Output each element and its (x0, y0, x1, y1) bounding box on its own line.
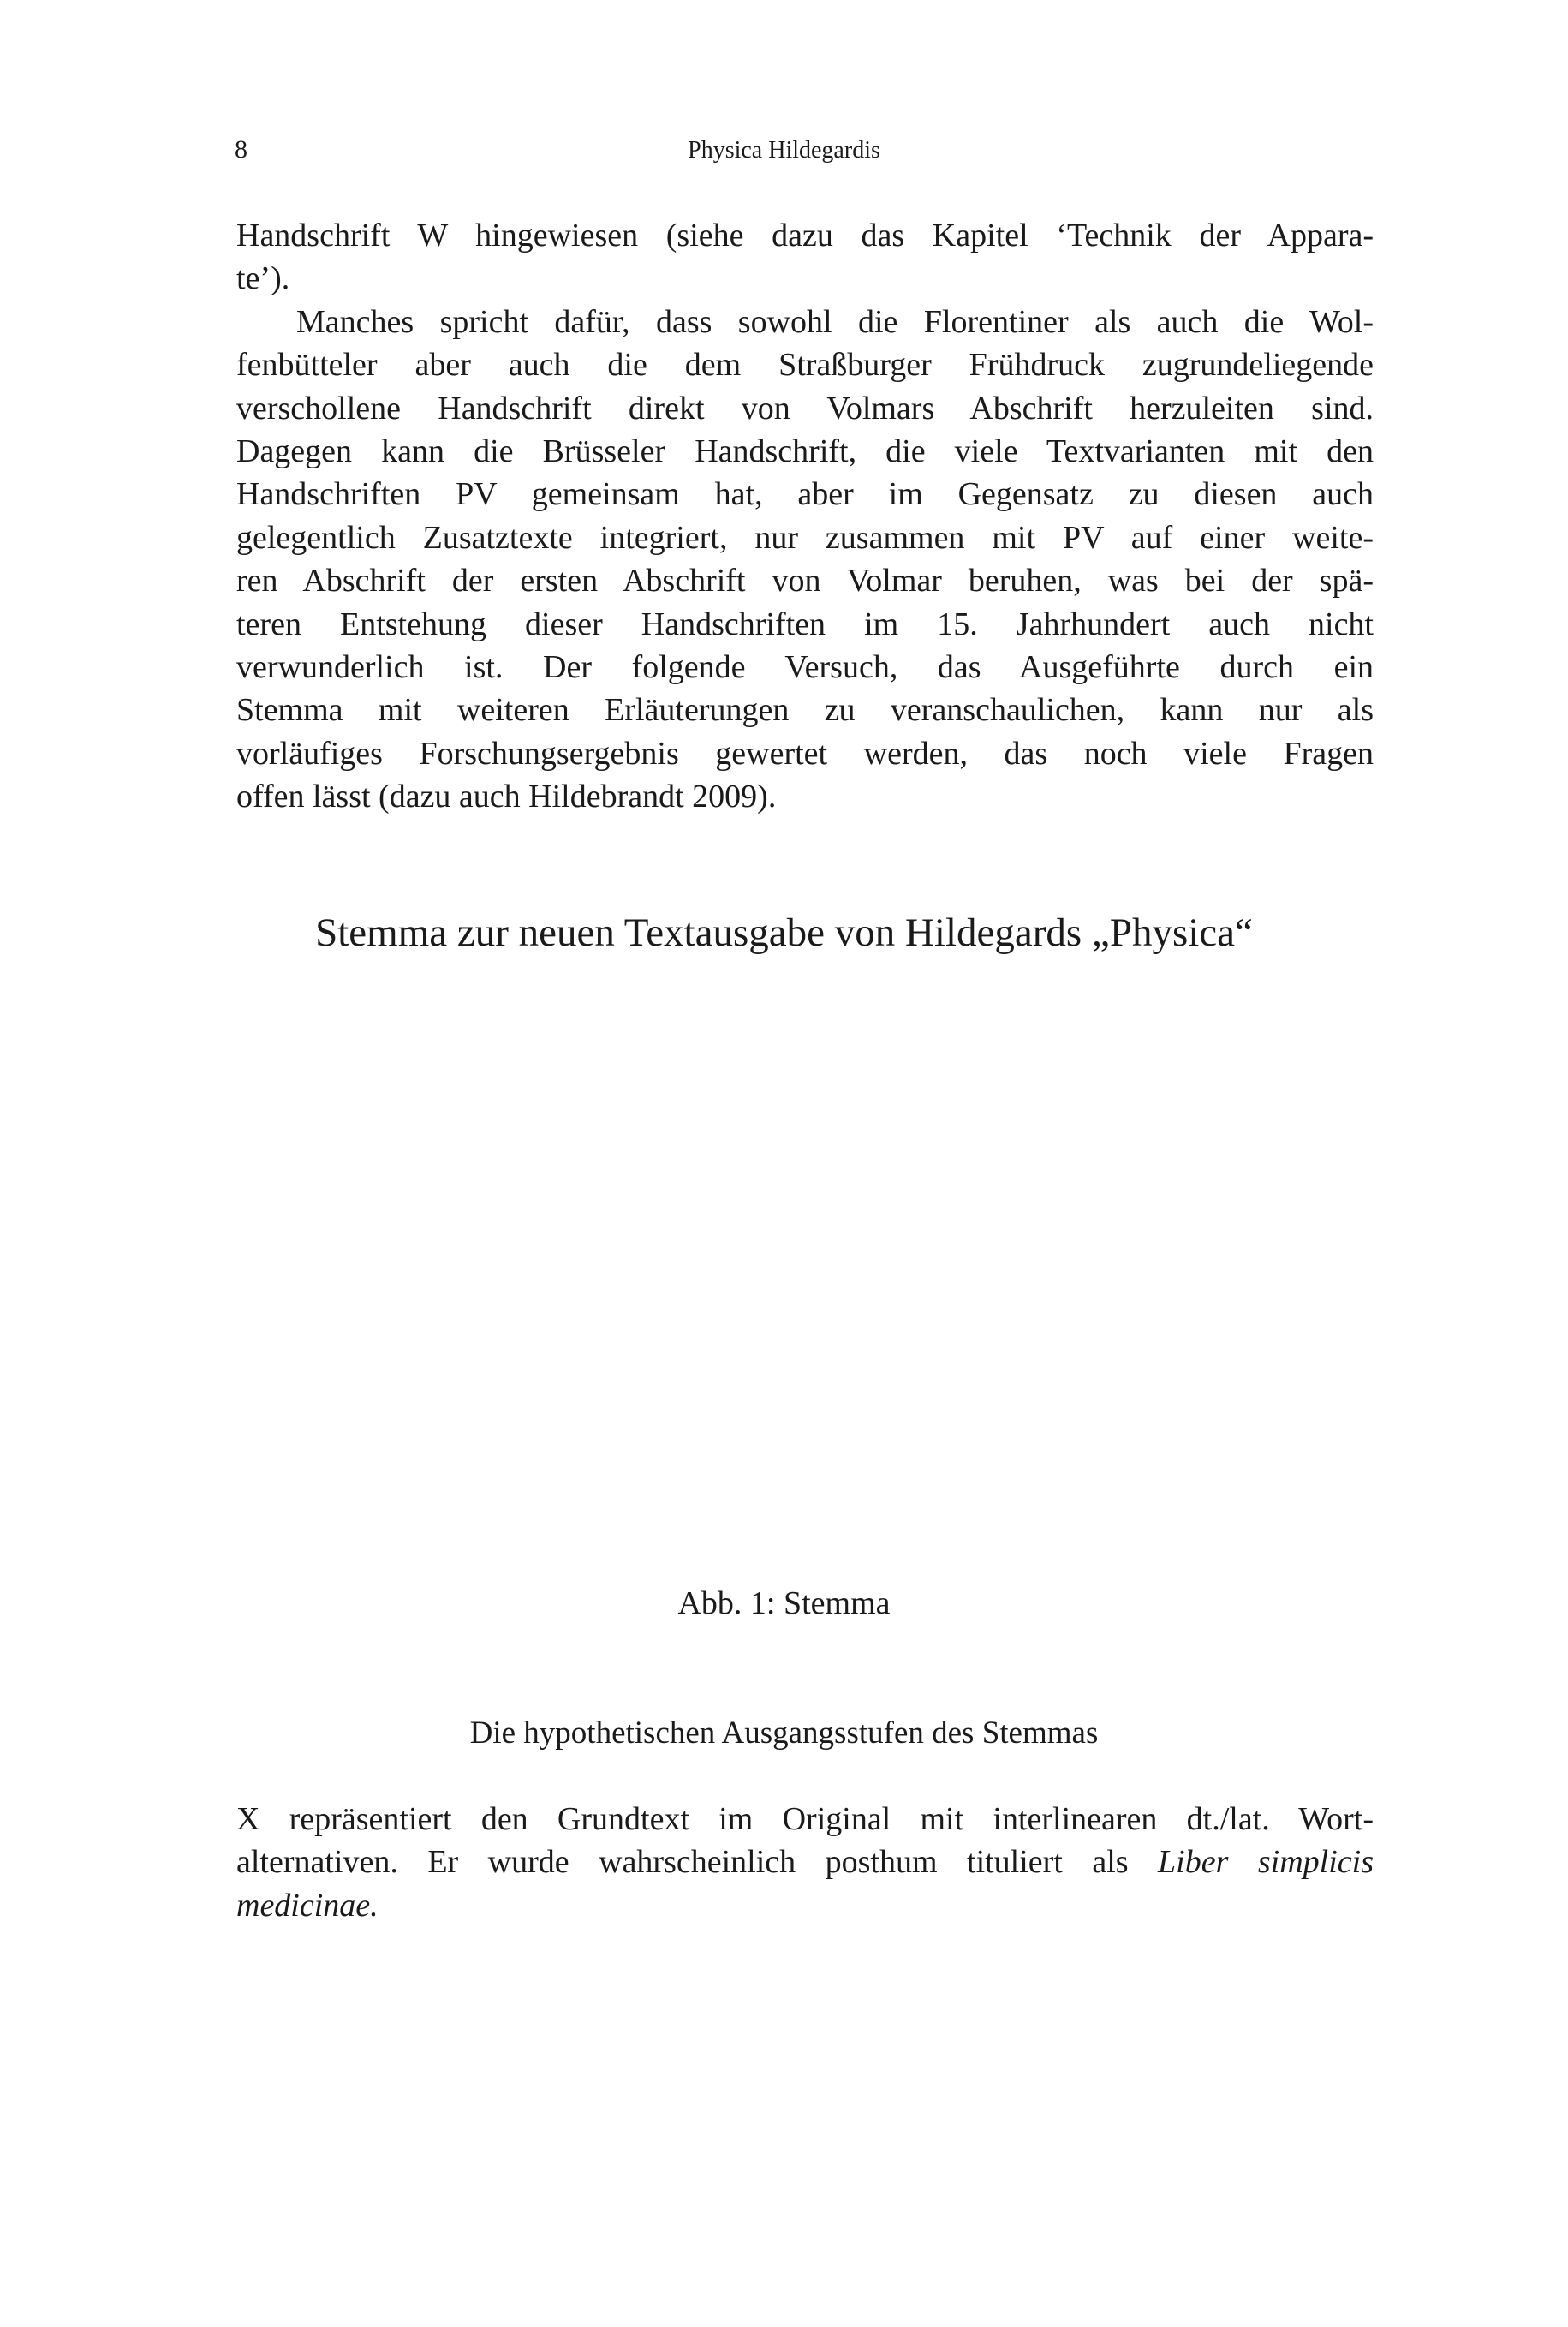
italic-title: medicinae. (236, 1887, 379, 1924)
text-line: verschollene Handschrift direkt von Volmars Abschrift herzuleiten sind. (236, 390, 1374, 427)
text-line: teren Entstehung dieser Handschriften im 15. Jahrhundert auch nicht (236, 606, 1374, 642)
italic-title: Liber simplicis (1158, 1844, 1374, 1881)
figure-caption: Abb. 1: Stemma (677, 1585, 891, 1621)
text-span: alternativen. Er wurde wahrscheinlich posthum tituliert als (236, 1844, 1159, 1881)
section-heading: Die hypothetischen Ausgangsstufen des Stemmas (469, 1715, 1099, 1751)
text-line: X repräsentiert den Grundtext im Original mit interlinearen dt./lat. Wort- (236, 1801, 1374, 1837)
body-text (236, 214, 1374, 818)
page-number: 8 (235, 135, 247, 164)
text-line: offen lässt (dazu auch Hildebrandt 2009). (236, 779, 777, 815)
text-line (236, 1841, 1374, 1883)
text-line: te’). (236, 260, 290, 297)
running-title: Physica Hildegardis (688, 137, 880, 164)
text-line: fenbütteler aber auch die dem Straßburger Frühdruck zugrundeliegende (236, 347, 1374, 384)
text-line: Handschrift W hingewiesen (siehe dazu das Kapitel ‘Technik der Appara- (236, 218, 1374, 254)
text-line (236, 1884, 1374, 1927)
text-line: vorläufiges Forschungsergebnis gewertet werden, das noch viele Fragen (236, 735, 1374, 772)
text-line: Dagegen kann die Brüsseler Handschrift, die viele Textvarianten mit den (236, 433, 1374, 469)
text-line: verwunderlich ist. Der folgende Versuch, das Ausgeführte durch ein (236, 648, 1374, 685)
figure-heading: Stemma zur neuen Textausgabe von Hildegards „Physica“ (315, 910, 1253, 955)
text-line: gelegentlich Zusatztexte integriert, nur zusammen mit PV auf einer weite- (236, 519, 1374, 556)
section-paragraph (236, 1798, 1374, 1927)
text-line: ren Abschrift der ersten Abschrift von Volmar beruhen, was bei der spä- (236, 563, 1374, 600)
text-line: Handschriften PV gemeinsam hat, aber im Gegensatz zu diesen auch (236, 476, 1374, 513)
text-line: Manches spricht dafür, dass sowohl die Florentiner als auch die Wol- (296, 303, 1374, 340)
text-line: Stemma mit weiteren Erläuterungen zu veranschaulichen, kann nur als (236, 692, 1374, 729)
